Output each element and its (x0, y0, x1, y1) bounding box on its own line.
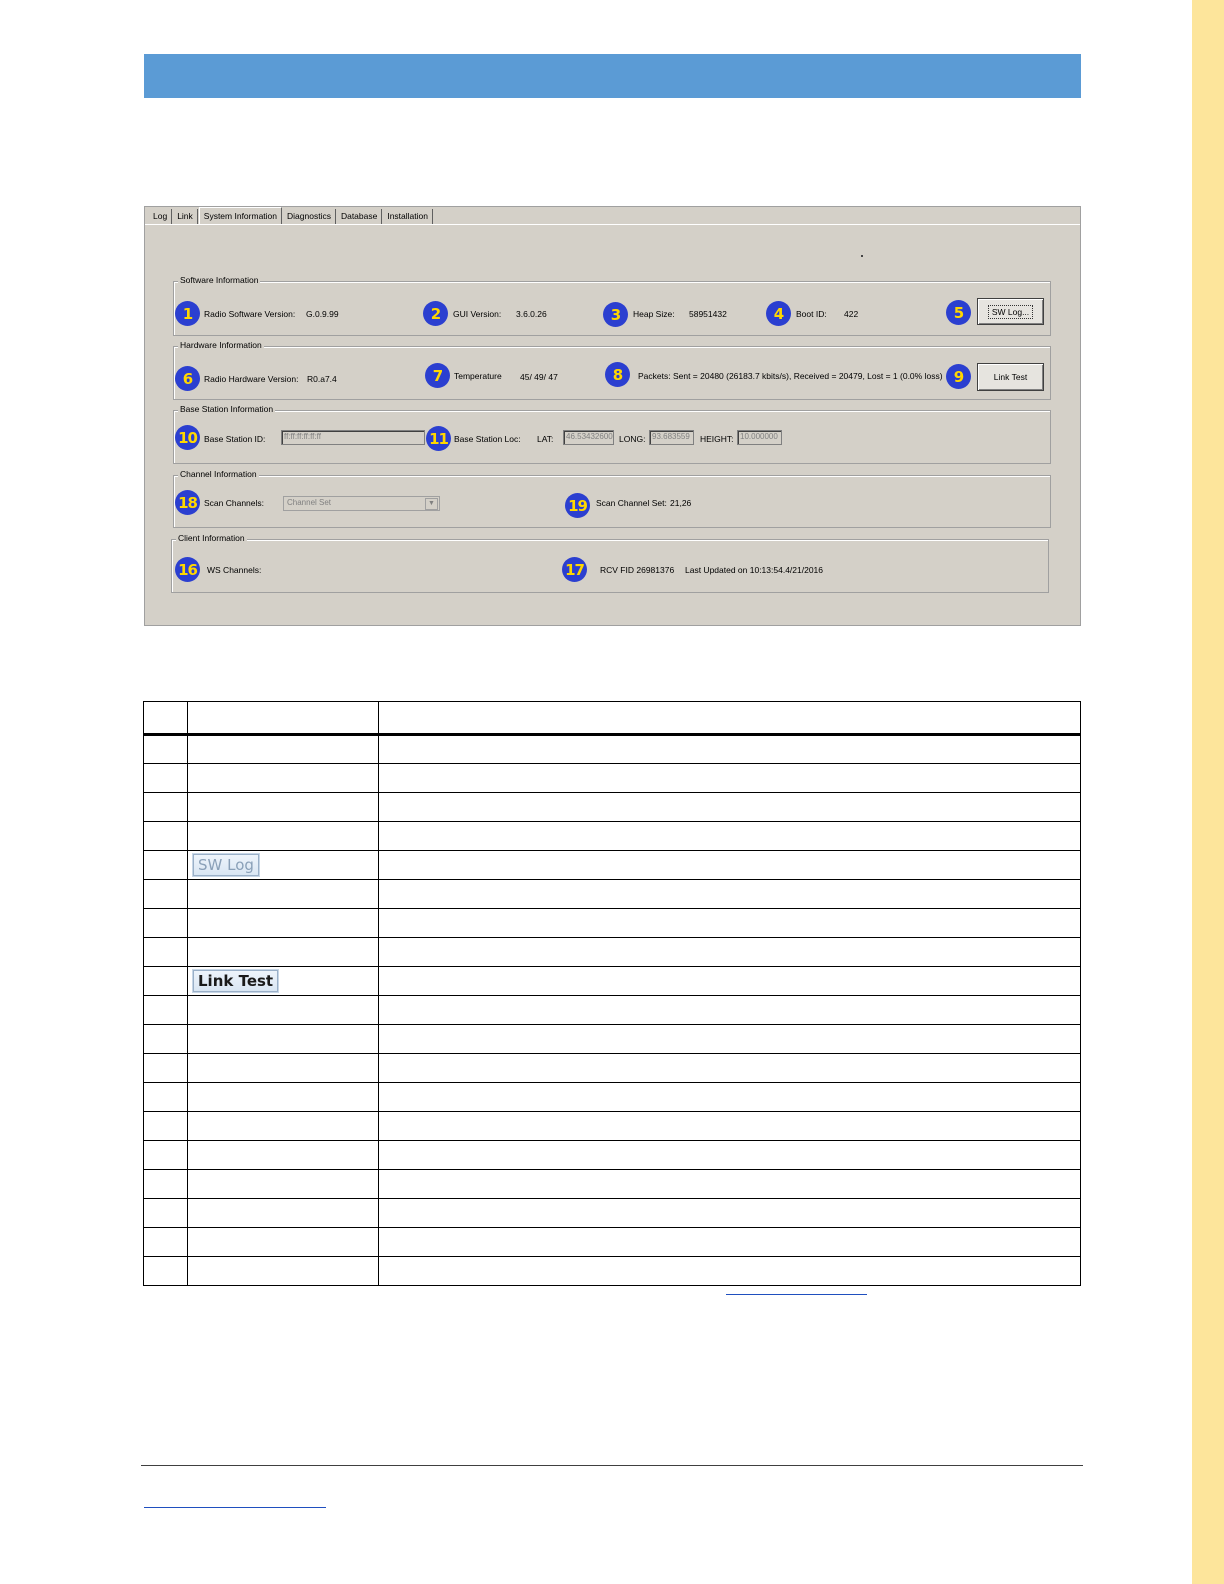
lat-field[interactable]: 46.53432600 (563, 430, 614, 445)
table-cell (144, 793, 188, 822)
base-station-id-field[interactable]: ff:ff:ff:ff:ff:ff (281, 430, 425, 445)
client-info-title: Client Information (178, 533, 245, 543)
gui-version-value: 3.6.0.26 (516, 309, 547, 319)
table-cell (379, 1257, 1081, 1286)
section-header-band (144, 54, 1081, 98)
callout-badge-10: 10 (175, 425, 200, 450)
table-cell (188, 1170, 379, 1199)
table-row (144, 996, 1081, 1025)
callout-badge-16: 16 (175, 557, 200, 582)
footer-divider (141, 1465, 1083, 1466)
table-cell (379, 735, 1081, 764)
table-row (144, 735, 1081, 764)
table-cell (379, 1170, 1081, 1199)
scan-channels-selected: Channel Set (287, 498, 332, 507)
table-cell (144, 1199, 188, 1228)
base-station-title: Base Station Information (180, 404, 274, 414)
table-cell (188, 1112, 379, 1141)
table-cell (188, 996, 379, 1025)
table-cell (379, 880, 1081, 909)
table-cell (188, 1083, 379, 1112)
callout-badge-6: 6 (175, 366, 200, 391)
callout-badge-17: 17 (562, 557, 587, 582)
table-cell (144, 1112, 188, 1141)
header-cell-description (379, 702, 1081, 735)
table-row (144, 1112, 1081, 1141)
table-cell (379, 1112, 1081, 1141)
reference-table (143, 701, 1081, 1286)
table-row (144, 1170, 1081, 1199)
long-field[interactable]: 93.683559 (649, 430, 694, 445)
link-test-button[interactable] (977, 363, 1044, 391)
callout-badge-3: 3 (603, 302, 628, 327)
table-cell (379, 793, 1081, 822)
table-cell (188, 1025, 379, 1054)
table-row (144, 880, 1081, 909)
table-cell (379, 1228, 1081, 1257)
table-cell (144, 880, 188, 909)
table-link-underline[interactable] (726, 1294, 867, 1295)
packets-status: Packets: Sent = 20480 (26183.7 kbits/s), Received = 20479, Lost = 1 (0.0% loss) (638, 371, 943, 381)
table-cell (144, 851, 188, 880)
table-row (144, 1054, 1081, 1083)
tab-installation[interactable]: Installation (383, 209, 433, 225)
table-row (144, 938, 1081, 967)
header-cell-item (188, 702, 379, 735)
table-cell (144, 735, 188, 764)
boot-id-label: Boot ID: (796, 309, 827, 319)
table-cell (188, 880, 379, 909)
scan-channel-set-label: Scan Channel Set: (596, 498, 667, 508)
table-cell (379, 851, 1081, 880)
table-cell (188, 967, 379, 996)
table-row (144, 967, 1081, 996)
table-cell (379, 1025, 1081, 1054)
table-row (144, 1228, 1081, 1257)
table-cell (379, 1199, 1081, 1228)
callout-badge-18: 18 (175, 490, 200, 515)
callout-badge-11: 11 (426, 426, 451, 451)
last-updated-text: Last Updated on 10:13:54.4/21/2016 (685, 565, 824, 575)
sw-log-button-image: SW Log (193, 854, 259, 876)
stray-dot (861, 255, 863, 257)
table-cell (379, 967, 1081, 996)
height-field[interactable]: 10.000000 (737, 430, 782, 445)
table-row (144, 1025, 1081, 1054)
table-cell (188, 938, 379, 967)
tab-system-information[interactable]: System Information (199, 207, 282, 225)
callout-badge-8: 8 (605, 362, 630, 387)
base-station-loc-label: Base Station Loc: (454, 434, 521, 444)
table-row (144, 1199, 1081, 1228)
table-cell (188, 909, 379, 938)
table-cell (379, 822, 1081, 851)
table-cell (144, 764, 188, 793)
tab-divider (145, 224, 1080, 225)
table-cell (379, 1083, 1081, 1112)
table-cell (188, 1054, 379, 1083)
table-cell (144, 1228, 188, 1257)
sw-log-button-label: SW Log... (988, 305, 1033, 319)
callout-badge-7: 7 (425, 363, 450, 388)
boot-id-value: 422 (844, 309, 859, 319)
table-row (144, 851, 1081, 880)
hardware-info-title: Hardware Information (180, 340, 262, 350)
scan-channel-set-value: 21,26 (670, 498, 692, 508)
temperature-label: Temperature (454, 371, 502, 381)
table-row (144, 793, 1081, 822)
tab-link[interactable]: Link (173, 209, 198, 225)
table-header-row (144, 702, 1081, 735)
table-row (144, 822, 1081, 851)
table-cell (188, 851, 379, 880)
table-cell (144, 996, 188, 1025)
table-cell (144, 1083, 188, 1112)
table-row (144, 1257, 1081, 1286)
radio-software-version-label: Radio Software Version: (204, 309, 296, 319)
callout-badge-9: 9 (946, 364, 971, 389)
table-cell (144, 1257, 188, 1286)
table-row (144, 1083, 1081, 1112)
table-cell (188, 793, 379, 822)
height-label: HEIGHT: (700, 434, 734, 444)
base-station-id-label: Base Station ID: (204, 434, 266, 444)
table-cell (144, 909, 188, 938)
table-cell (188, 1257, 379, 1286)
gui-version-label: GUI Version: (453, 309, 502, 319)
long-label: LONG: (619, 434, 646, 444)
temperature-value: 45/ 49/ 47 (520, 372, 558, 382)
callout-badge-1: 1 (175, 301, 200, 326)
radio-software-version-value: G.0.9.99 (306, 309, 339, 319)
table-row (144, 1141, 1081, 1170)
table-cell (188, 1141, 379, 1170)
callout-badge-5: 5 (946, 300, 971, 325)
heap-size-value: 58951432 (689, 309, 727, 319)
footer-link-underline[interactable] (144, 1507, 326, 1508)
table-cell (188, 764, 379, 793)
radio-hardware-version-label: Radio Hardware Version: (204, 374, 299, 384)
callout-badge-2: 2 (423, 301, 448, 326)
table-cell (188, 735, 379, 764)
rcv-fid-text: RCV FID 26981376 (600, 565, 675, 575)
table-cell (379, 909, 1081, 938)
side-color-bar (1192, 0, 1224, 1584)
table-cell (379, 938, 1081, 967)
table-cell (144, 1170, 188, 1199)
table-cell (144, 1141, 188, 1170)
header-cell-number (144, 702, 188, 735)
table-cell (144, 967, 188, 996)
scan-channels-select[interactable] (283, 496, 440, 511)
chevron-down-icon[interactable]: ▼ (425, 498, 438, 510)
table-cell (379, 1054, 1081, 1083)
lat-label: LAT: (537, 434, 554, 444)
link-test-button-label: Link Test (993, 372, 1028, 382)
software-info-title: Software Information (180, 275, 259, 285)
table-cell (188, 1228, 379, 1257)
channel-info-title: Channel Information (180, 469, 257, 479)
table-row (144, 764, 1081, 793)
table-cell (379, 764, 1081, 793)
table-cell (188, 1199, 379, 1228)
radio-hardware-version-value: R0.a7.4 (307, 374, 337, 384)
tab-database[interactable]: Database (337, 209, 382, 225)
table-cell (379, 996, 1081, 1025)
table-row (144, 909, 1081, 938)
table-cell (144, 1054, 188, 1083)
tab-log[interactable]: Log (149, 209, 172, 225)
ws-channels-label: WS Channels: (207, 565, 262, 575)
link-test-button-image: Link Test (193, 970, 278, 992)
tab-strip (149, 209, 434, 225)
table-cell (188, 822, 379, 851)
scan-channels-label: Scan Channels: (204, 498, 265, 508)
table-cell (379, 1141, 1081, 1170)
callout-badge-4: 4 (766, 301, 791, 326)
heap-size-label: Heap Size: (633, 309, 675, 319)
tab-diagnostics[interactable]: Diagnostics (283, 209, 336, 225)
system-information-screenshot (144, 206, 1081, 626)
table-cell (144, 938, 188, 967)
sw-log-button[interactable] (977, 298, 1044, 325)
table-cell (144, 1025, 188, 1054)
table-cell (144, 822, 188, 851)
callout-badge-19: 19 (565, 493, 590, 518)
